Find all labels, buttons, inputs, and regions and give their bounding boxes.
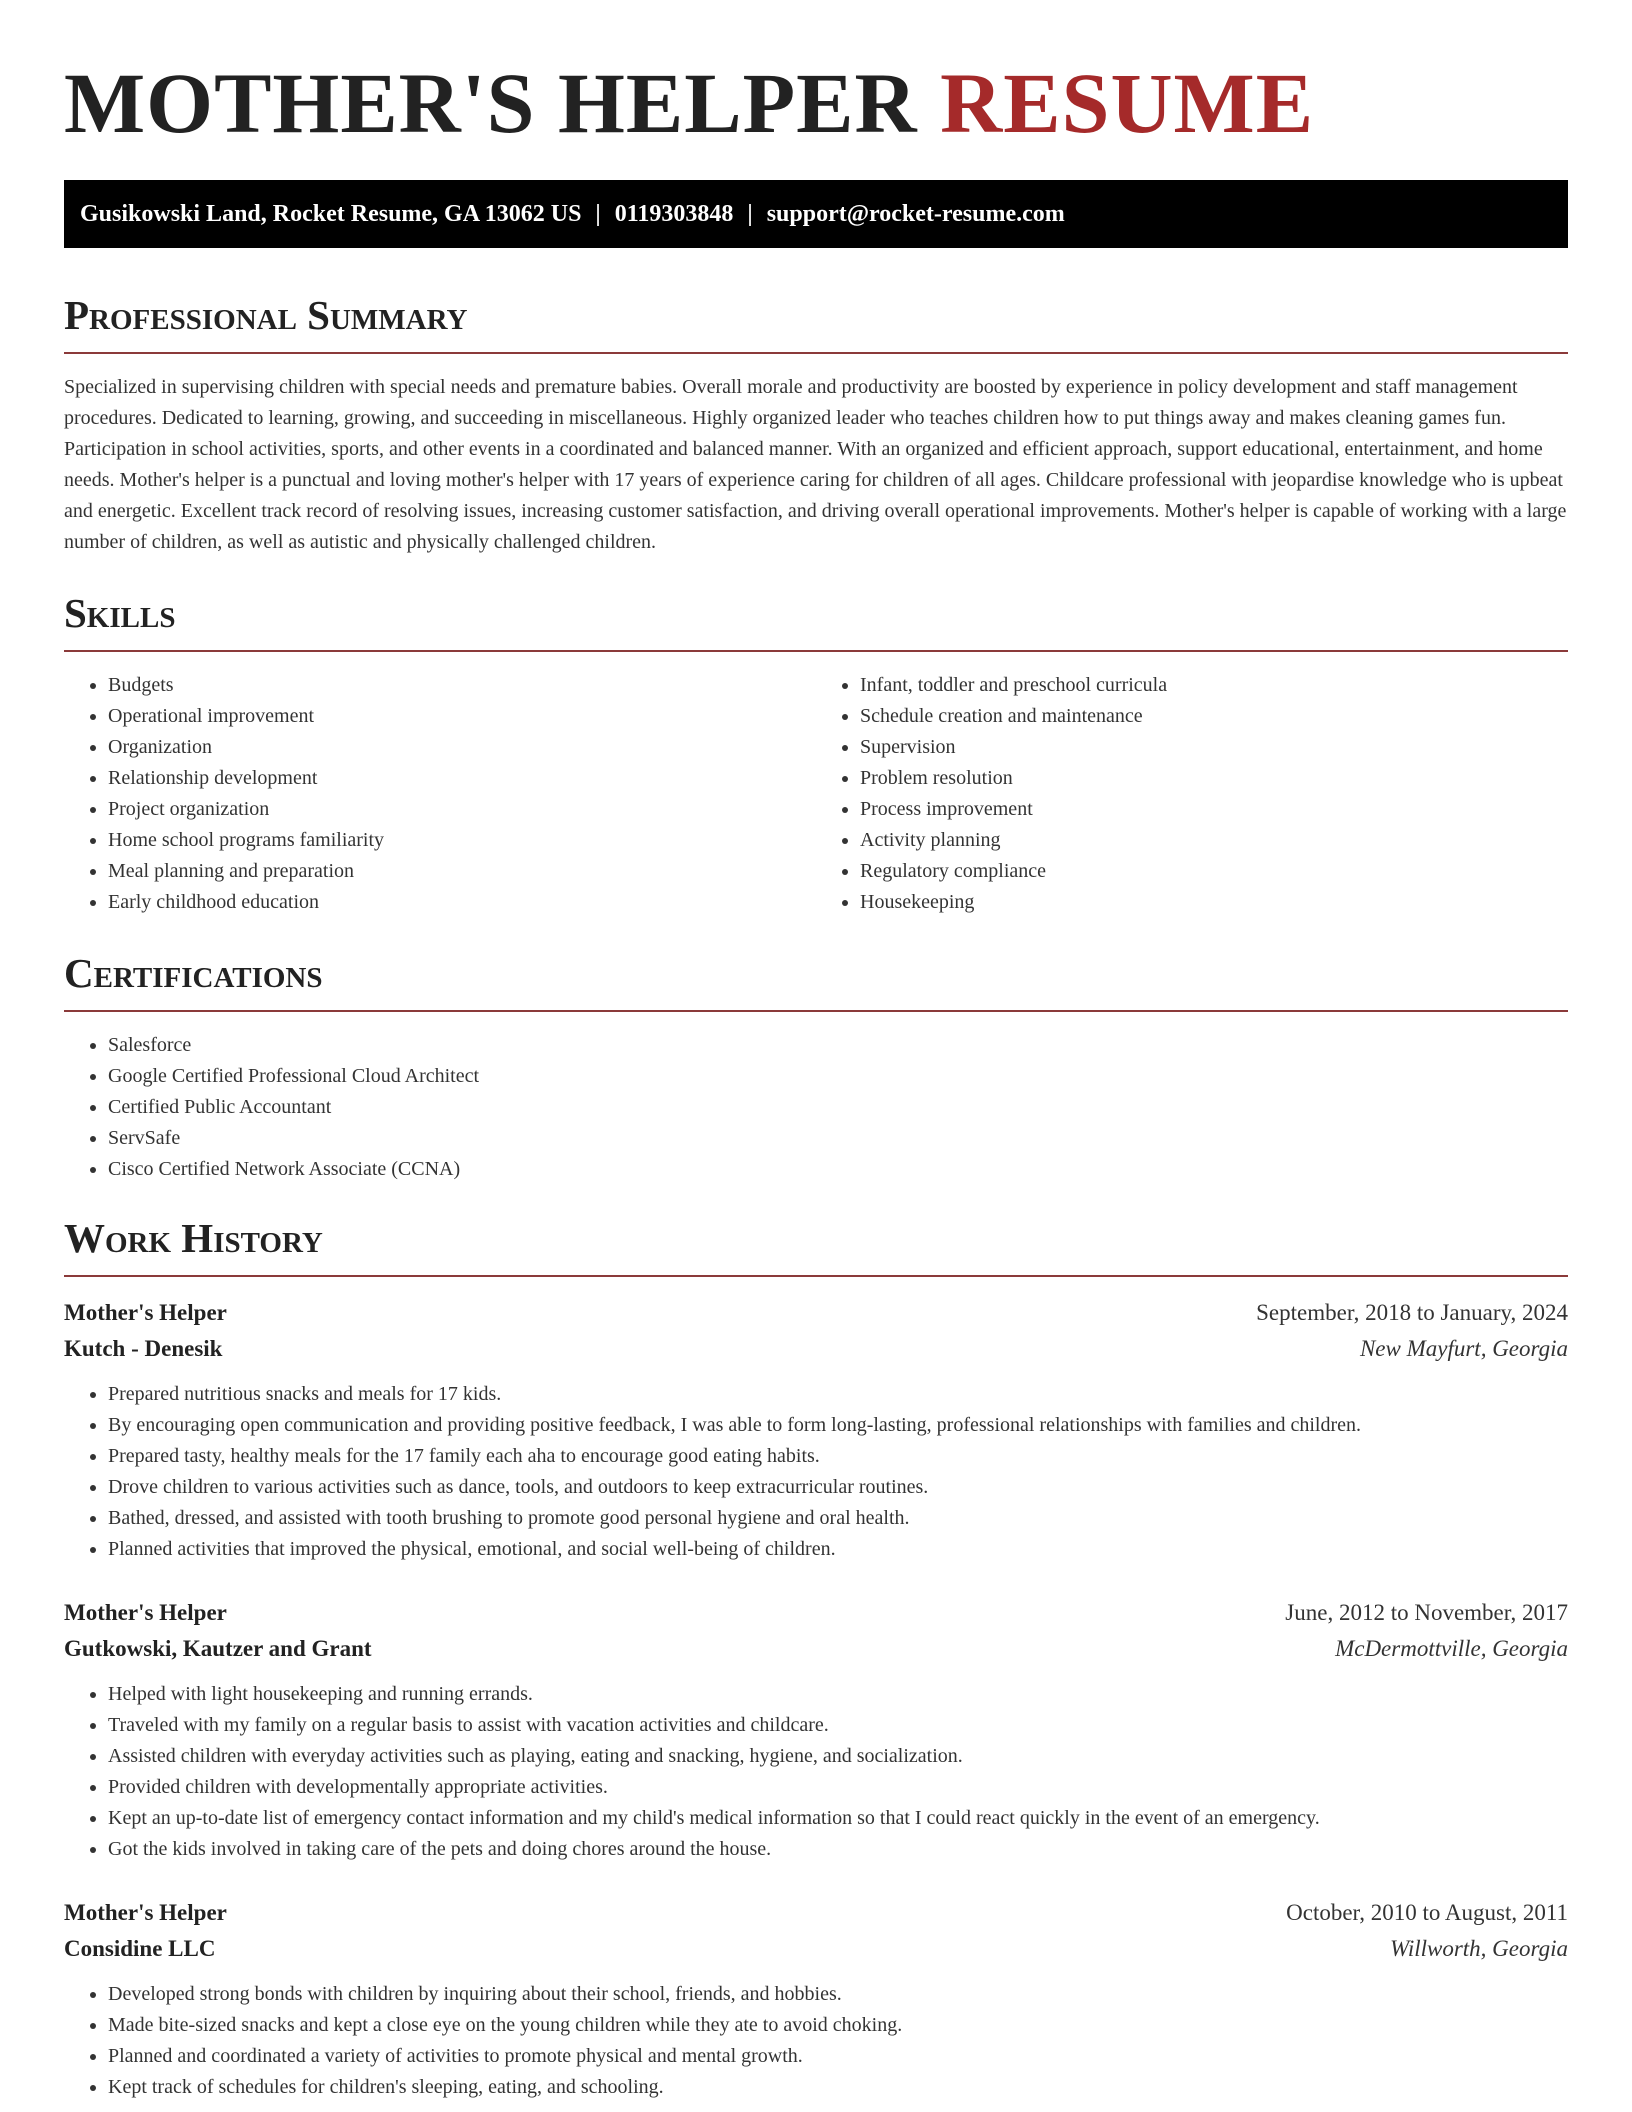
skill-item: • Activity planning (860, 825, 1568, 856)
job-duty-item: • Planned activities that improved the physical, emotional, and social well-being of children. (108, 1534, 1568, 1565)
section-divider (64, 1275, 1568, 1277)
section-title-skills: Skills (64, 590, 176, 636)
skill-item: • Relationship development (108, 763, 816, 794)
skills-grid (64, 670, 1568, 918)
skill-item: • Early childhood education (108, 887, 816, 918)
section-divider (64, 352, 1568, 354)
job-duty-item: • Helped with light housekeeping and running errands. (108, 1679, 1568, 1710)
section-divider (64, 1010, 1568, 1012)
job-title: Mother's Helper (64, 1300, 227, 1325)
certification-item: • Salesforce (108, 1030, 1568, 1061)
job-dates: October, 2010 to August, 2011 (1286, 1900, 1568, 1925)
contact-separator: | (747, 200, 753, 227)
job-duties-list (64, 1379, 1568, 1565)
section-title-summary: Professional Summary (64, 292, 468, 338)
job-company: Gutkowski, Kautzer and Grant (64, 1636, 372, 1661)
job-title: Mother's Helper (64, 1600, 227, 1625)
certifications-list (64, 1030, 1568, 1185)
job-duties-list (64, 1679, 1568, 1865)
skill-item: • Problem resolution (860, 763, 1568, 794)
job-location: McDermottville, Georgia (1335, 1636, 1568, 1661)
contact-separator: | (595, 200, 601, 227)
skill-item: • Project organization (108, 794, 816, 825)
job-duty-item: • Traveled with my family on a regular basis to assist with vacation activities and childcare. (108, 1710, 1568, 1741)
job-duty-item: • Assisted children with everyday activities such as playing, eating and snacking, hygiene, and socialization. (108, 1741, 1568, 1772)
job-company: Kutch - Denesik (64, 1336, 223, 1361)
contact-bar (64, 180, 1568, 248)
skills-section (64, 588, 1568, 918)
skill-item: • Housekeeping (860, 887, 1568, 918)
job-company: Considine LLC (64, 1936, 216, 1961)
job-duty-item: • Made bite-sized snacks and kept a close eye on the young children while they ate to avoid choking. (108, 2010, 1568, 2041)
job-location: New Mayfurt, Georgia (1359, 1336, 1568, 1361)
contact-phone[interactable]: 0119303848 (614, 200, 734, 227)
skill-item: • Regulatory compliance (860, 856, 1568, 887)
title-main: MOTHER'S HELPER (64, 55, 918, 151)
skill-item: • Infant, toddler and preschool curricula (860, 670, 1568, 701)
job-duty-item: • Drove children to various activities such as dance, tools, and outdoors to keep extracurricular routines. (108, 1472, 1568, 1503)
job-duty-item: • Prepared tasty, healthy meals for the 17 family each aha to encourage good eating habits. (108, 1441, 1568, 1472)
skill-item: • Supervision (860, 732, 1568, 763)
job-dates: June, 2012 to November, 2017 (1285, 1600, 1568, 1625)
certification-item: • Certified Public Accountant (108, 1092, 1568, 1123)
job-location: Willworth, Georgia (1389, 1936, 1568, 1961)
job-dates: September, 2018 to January, 2024 (1256, 1300, 1568, 1325)
job-duty-item: • Planned and coordinated a variety of activities to promote physical and mental growth. (108, 2041, 1568, 2072)
work-history-section (64, 1213, 1568, 2103)
skill-item: • Home school programs familiarity (108, 825, 816, 856)
job-duty-item: • Kept an up-to-date list of emergency contact information and my child's medical information so that I could react quickly in the event of an emergency. (108, 1803, 1568, 1834)
skills-list-right (816, 670, 1568, 918)
contact-address: Gusikowski Land, Rocket Resume, GA 13062 US (80, 200, 582, 227)
skill-item: • Meal planning and preparation (108, 856, 816, 887)
job-duties-list (64, 1979, 1568, 2103)
job-duty-item: • Provided children with developmentally appropriate activities. (108, 1772, 1568, 1803)
certifications-section (64, 948, 1568, 1185)
job-duty-item: • Developed strong bonds with children by inquiring about their school, friends, and hobbies. (108, 1979, 1568, 2010)
skill-item: • Operational improvement (108, 701, 816, 732)
section-title-work-history: Work History (64, 1215, 323, 1261)
contact-email[interactable]: support@rocket-resume.com (766, 200, 1065, 227)
skill-item: • Budgets (108, 670, 816, 701)
certification-item: • ServSafe (108, 1123, 1568, 1154)
job-entry (64, 1295, 1568, 1565)
section-title-certifications: Certifications (64, 950, 323, 996)
certification-item: • Cisco Certified Network Associate (CCNA) (108, 1154, 1568, 1185)
skills-list-left (64, 670, 816, 918)
job-duty-item: • Prepared nutritious snacks and meals for 17 kids. (108, 1379, 1568, 1410)
skill-item: • Schedule creation and maintenance (860, 701, 1568, 732)
job-duty-item: • Bathed, dressed, and assisted with tooth brushing to promote good personal hygiene and oral health. (108, 1503, 1568, 1534)
skill-item: • Process improvement (860, 794, 1568, 825)
job-duty-item: • Kept track of schedules for children's sleeping, eating, and schooling. (108, 2072, 1568, 2103)
summary-section (64, 290, 1568, 558)
certification-item: • Google Certified Professional Cloud Architect (108, 1061, 1568, 1092)
title-accent: RESUME (940, 55, 1315, 151)
job-title: Mother's Helper (64, 1900, 227, 1925)
skill-item: • Organization (108, 732, 816, 763)
job-entry (64, 1895, 1568, 2103)
section-divider (64, 650, 1568, 652)
job-entry (64, 1595, 1568, 1865)
summary-text: Specialized in supervising children with special needs and premature babies. Overall morale and productivity are boosted by experience in policy development and staff management procedures. Dedicated to learning, growing, and succeeding in miscellaneous. Highly organized leader who teaches children how to put things away and makes cleaning games fun. Participation in school activities, sports, and other events in a coordinated and balanced manner. With an organized and efficient approach, support educational, entertainment, and home needs. Mother's helper is a punctual and loving mother's helper with 17 years of experience caring for children of all ages. Childcare professional with jeopardise knowledge who is upbeat and energetic. Excellent track record of resolving issues, increasing customer satisfaction, and driving overall operational improvements. Mother's helper is capable of working with a large number of children, as well as autistic and physically challenged children. (64, 376, 1567, 553)
resume-title (64, 0, 1568, 150)
job-duty-item: • Got the kids involved in taking care of the pets and doing chores around the house. (108, 1834, 1568, 1865)
job-duty-item: • By encouraging open communication and providing positive feedback, I was able to form long-lasting, professional relationships with families and children. (108, 1410, 1568, 1441)
